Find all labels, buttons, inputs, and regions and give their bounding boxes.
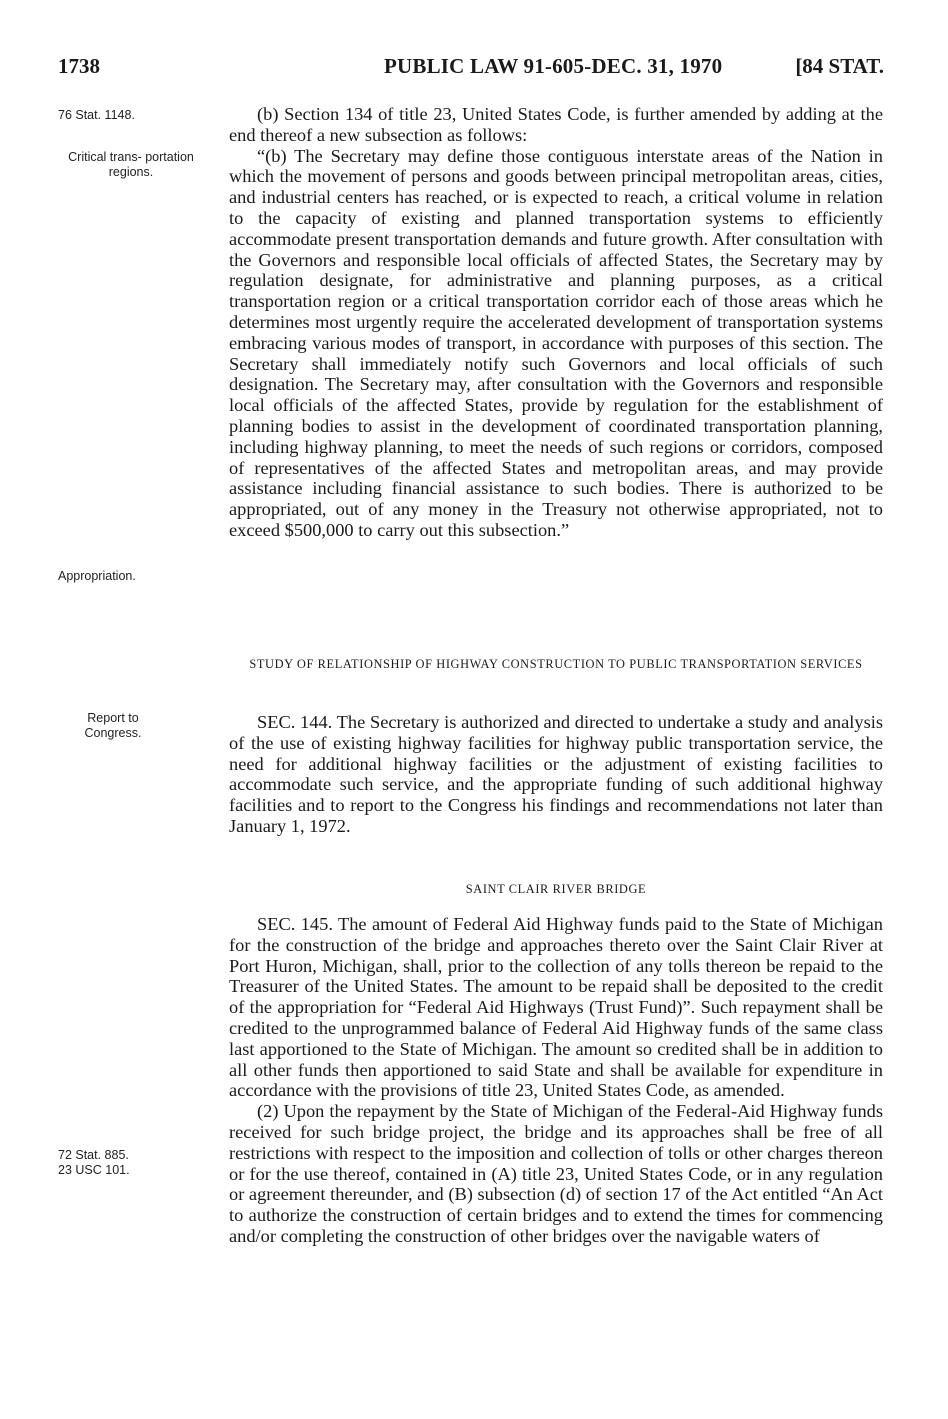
section-b-text: [229, 104, 883, 541]
paragraph: “(b) The Secretary may define those contiguous interstate areas of the Nation in which the movement of persons and goods between principal metropolitan areas, cities, and industrial centers has reached, or is expected to reach, a critical volume in relation to the capacity of existing and planned transportation systems to efficiently accommodate present transportation demands and future growth. After consultation with the Governors and responsible local officials of affected States, the Secretary may by regulation designate, for administrative and planning purposes, as a critical transportation region or a critical transportation corridor each of those areas which he determines most urgently require the accelerated development of transportation systems embracing various modes of transport, in accordance with purposes of this section. The Secretary shall immediately notify such Governors and local officials of such designation. The Secretary may, after consultation with the Governors and responsible local officials of the affected States, provide by regulation for the establishment of planning bodies to assist in the development of coordinated transportation planning, including highway planning, to meet the needs of such regions or corridors, composed of representatives of the affected States and metropolitan areas, and may provide assistance including financial assistance to such bodies. There is authorized to be appropriated, out of any money in the Treasury not otherwise appropriated, not to exceed $500,000 to carry out this subsection.”: [229, 145, 883, 540]
page-title: PUBLIC LAW 91-605-DEC. 31, 1970: [384, 54, 723, 78]
margin-note-report-to-congress: Report to Congress.: [84, 711, 142, 740]
margin-note-72-stat-885: [58, 1148, 218, 1178]
margin-note-critical-regions: Critical trans- portation regions.: [68, 150, 194, 179]
page-header: [58, 54, 884, 86]
section-body: The amount of Federal Aid Highway funds paid to the State of Michigan for the construction of the bridge and approaches thereto over the Saint Clair River at Port Huron, Michigan, shall, prior to the collection of any tolls thereon be repaid to the Treasurer of the United States. The amount to be repaid shall be deposited to the credit of the appropriation for “Federal Aid Highways (Trust Fund)”. Such repayment shall be credited to the unprogrammed balance of Federal Aid Highway funds of the same class last apportioned to the State of Michigan. The amount so credited shall be in addition to all other funds then apportioned to said State and shall be available for expenditure in accordance with the provisions of title 23, United States Code, as amended.: [229, 914, 883, 1101]
paragraph: (b) Section 134 of title 23, United States Code, is further amended by adding at the end thereof a new subsection as follows:: [229, 104, 883, 145]
section-heading: SAINT CLAIR RIVER BRIDGE: [465, 882, 647, 896]
paragraph: [229, 914, 883, 1101]
margin-note-stat-1148: 76 Stat. 1148.: [58, 108, 135, 122]
margin-note-line: 72 Stat. 885.: [58, 1148, 129, 1162]
stat-reference: [84 STAT.: [795, 54, 884, 78]
paragraph: (2) Upon the repayment by the State of Michigan of the Federal-Aid Highway funds received for such bridge project, the bridge and its approaches shall be free of all restrictions with respect to the imposition and collection of tolls or other charges thereon or for the use thereof, contained in (A) title 23, United States Code, or in any regulation or agreement thereunder, and (B) subsection (d) of section 17 of the Act entitled “An Act to authorize the construction of certain bridges and to extend the times for commencing and/or completing the construction of other bridges over the navigable waters of: [229, 1101, 883, 1246]
margin-note-appropriation: Appropriation.: [58, 569, 136, 583]
section-heading: STUDY OF RELATIONSHIP OF HIGHWAY CONSTRUCTION TO PUBLIC TRANSPORTATION SERVICES: [249, 657, 863, 671]
sec-144-text: [229, 712, 883, 837]
paragraph: [229, 712, 883, 837]
margin-note-line: 23 USC 101.: [58, 1163, 130, 1177]
sec-145-text: [229, 914, 883, 1247]
page-number: 1738: [58, 54, 100, 78]
section-body: The Secretary is authorized and directed to undertake a study and analysis of the use of existing highway facilities for highway public transportation service, the need for additional highway facilities or the adjustment of existing facilities to accommodate such service, and the appropriate funding of such additional highway facilities and to report to the Congress his findings and recommendations not later than January 1, 1972.: [229, 712, 884, 836]
section-label: SEC. 145.: [257, 914, 333, 934]
section-label: SEC. 144.: [257, 712, 333, 732]
